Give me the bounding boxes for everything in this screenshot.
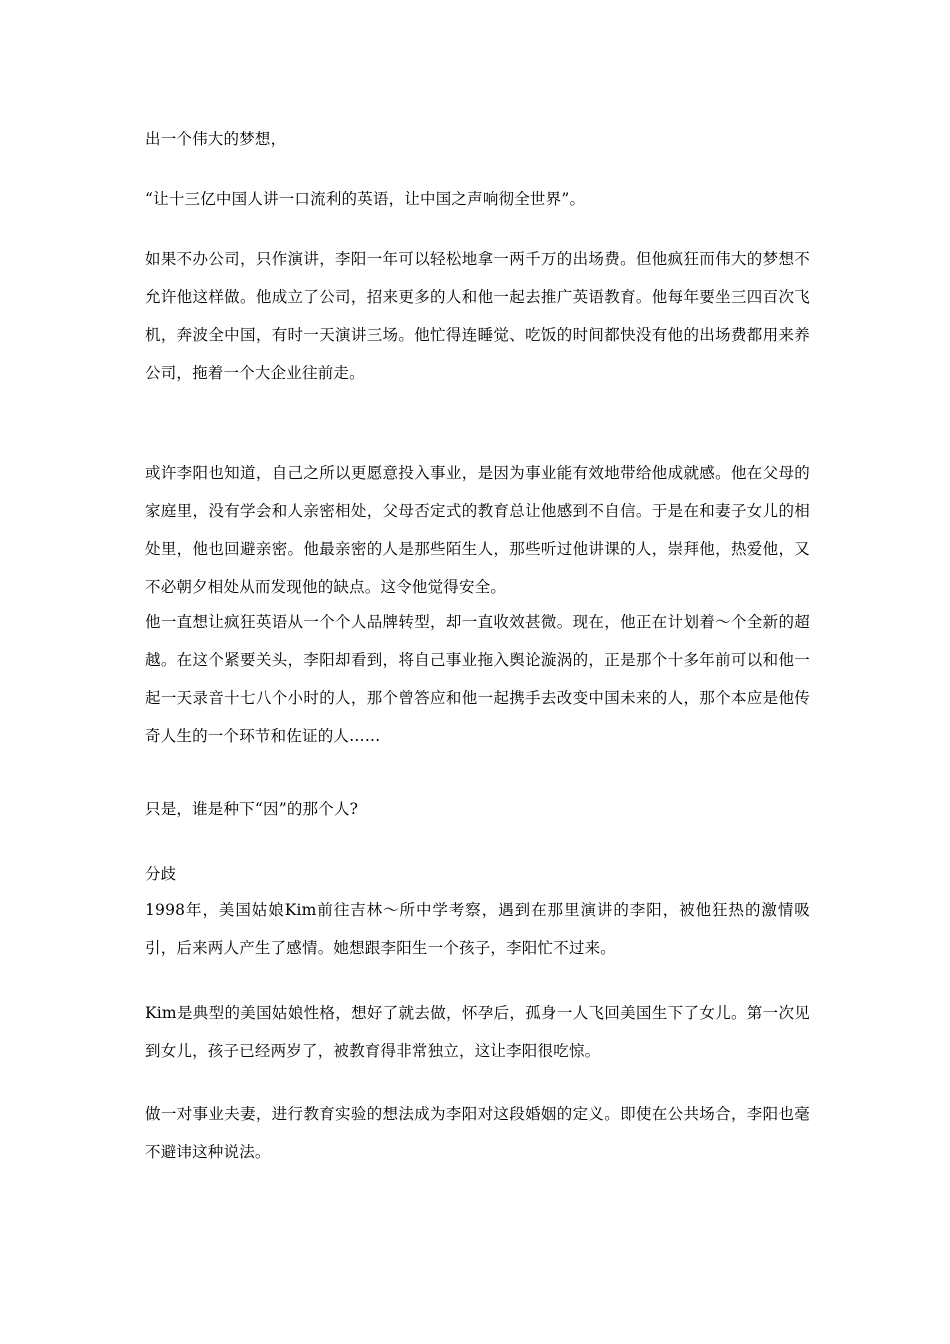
section-paragraph-3: 做一对事业夫妻，进行教育实验的想法成为李阳对这段婚姻的定义。即使在公共场合，李阳也毫不避讳这种说法。 (145, 1105, 810, 1161)
section-paragraph-2: Kim是典型的美国姑娘性格，想好了就去做，怀孕后，孤身一人飞回美国生下了女儿。第一次见到女儿，孩子已经两岁了，被教育得非常独立，这让李阳很吃惊。 (145, 1004, 810, 1060)
paragraph-4: 或许李阳也知道，自己之所以更愿意投入事业，是因为事业能有效地带给他成就感。他在父母的家庭里，没有学会和人亲密相处，父母否定式的教育总让他感到不自信。于是在和妻子女儿的相处里，他也回避亲密。他最亲密的人是那些陌生人，那些听过他讲课的人，崇拜他，热爱他，又不必朝夕相处从而发现他的缺点。这令他觉得安全。 (145, 464, 810, 596)
paragraph-5: 他一直想让疯狂英语从一个个人品牌转型，却一直收效甚微。现在，他正在计划着～个全新的超越。在这个紧要关头，李阳却看到，将自己事业拖入舆论漩涡的，正是那个十多年前可以和他一起一天录音十七八个小时的人，那个曾答应和他一起携手去改变中国未来的人，那个本应是他传奇人生的一个环节和佐证的人…… (145, 613, 810, 745)
section-paragraph-1: 1998年，美国姑娘Kim前往吉林～所中学考察，遇到在那里演讲的李阳，被他狂热的激情吸引，后来两人产生了感情。她想跟李阳生一个孩子，李阳忙不过来。 (145, 901, 810, 957)
paragraph-2: “让十三亿中国人讲一口流利的英语，让中国之声响彻全世界”。 (145, 190, 586, 208)
section-heading: 分歧 (145, 865, 177, 883)
paragraph-3: 如果不办公司，只作演讲，李阳一年可以轻松地拿一两千万的出场费。但他疯狂而伟大的梦想不允许他这样做。他成立了公司，招来更多的人和他一起去推广英语教育。他每年要坐三四百次飞机，奔波全中国，有时一天演讲三场。他忙得连睡觉、吃饭的时间都快没有他的出场费都用来养公司，拖着一个大企业往前走。 (145, 250, 810, 382)
paragraph-1: 出一个伟大的梦想， (145, 130, 287, 148)
paragraph-6: 只是，谁是种下“因”的那个人? (145, 800, 359, 818)
